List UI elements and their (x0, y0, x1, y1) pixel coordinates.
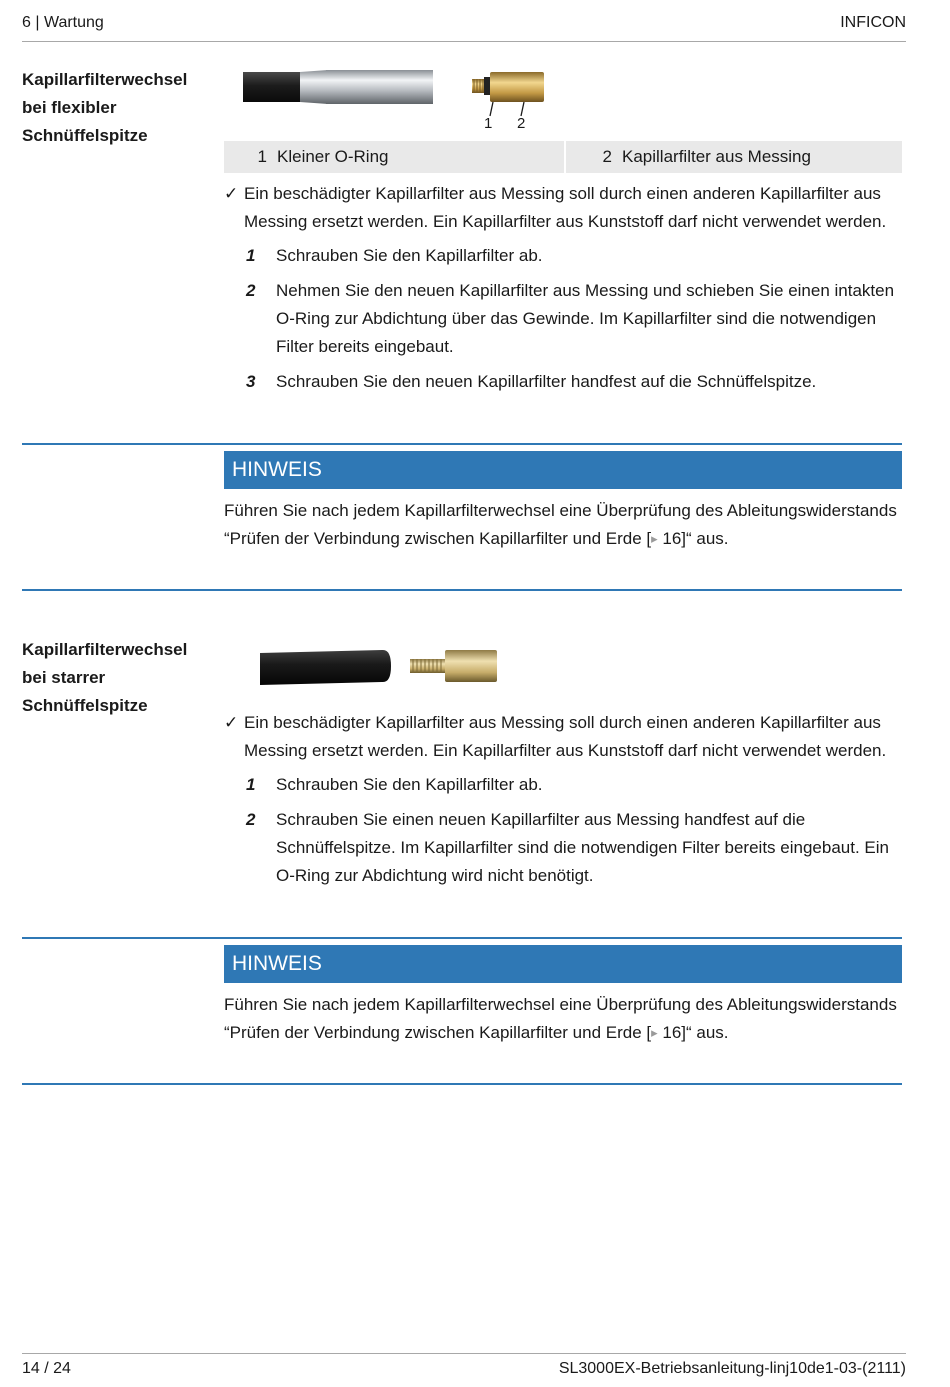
notice-body (224, 497, 902, 553)
section-title-rigid (22, 636, 212, 720)
notice-text: “ aus. (686, 1023, 729, 1042)
checkmark-icon: ✓ (224, 713, 239, 732)
brand-label: INFICON (840, 14, 906, 31)
section-title-line: Kapillarfilterwechsel (22, 640, 188, 659)
step-number: 1 (246, 775, 256, 794)
step-text: Schrauben Sie den neuen Kapillarfilter handfest auf die Schnüffelspitze. (276, 372, 817, 391)
step-item (224, 771, 904, 799)
section-title-line: Schnüffelspitze (22, 696, 148, 715)
step-item (224, 242, 904, 270)
brass-filter-shape (472, 72, 544, 102)
notice-bottom-rule (22, 589, 902, 591)
step-text: Schrauben Sie einen neuen Kapillarfilter aus Messing handfest auf die Schnüffelspitze. Im Kapillarfilter sind die notwendigen Filter bereits eingebaut. Ein O-Ring zur Abdichtung wird nicht benötigt. (276, 810, 889, 885)
section-title-line: bei starrer (22, 668, 106, 687)
parts-legend-table (224, 141, 902, 173)
step-list (224, 771, 904, 890)
part-label: Kapillarfilter aus Messing (620, 141, 902, 173)
notice-bottom-rule (22, 1083, 902, 1085)
notice-text: Führen Sie nach jedem Kapillarfilterwechsel eine Überprüfung des Ableitungswiderstands “Prüfen der Verbindung zwischen Kapillarfilter und Erde [ (224, 995, 897, 1042)
callout-1: 1 (484, 115, 493, 132)
prerequisite (224, 709, 904, 765)
notice-body (224, 991, 902, 1047)
probe-hose-shape (243, 70, 433, 104)
notice-text: “ aus. (686, 529, 729, 548)
part-label: Kleiner O-Ring (275, 141, 565, 173)
page-number: 14 / 24 (22, 1360, 71, 1377)
brass-filter-shape (410, 650, 497, 682)
page-reference-link[interactable]: 16] (657, 1023, 687, 1042)
prerequisite-text: Ein beschädigter Kapillarfilter aus Messing soll durch einen anderen Kapillarfilter aus Messing ersetzt werden. Ein Kapillarfilter aus Kunststoff darf nicht verwendet werden. (244, 713, 887, 760)
page-reference-link[interactable]: 16] (657, 529, 687, 548)
prerequisite (224, 180, 904, 236)
step-number: 1 (246, 246, 256, 265)
section-title-flexible (22, 66, 212, 150)
step-text: Nehmen Sie den neuen Kapillarfilter aus Messing und schieben Sie einen intakten O-Ring zur Abdichtung über das Gewinde. Im Kapillarfilter sind die notwendigen Filter bereits eingebaut. (276, 281, 895, 356)
rigid-probe-shape (260, 650, 391, 685)
part-number: 1 (224, 141, 275, 173)
reference-arrow-icon: ▸ (651, 1025, 658, 1040)
chapter-label: 6 | Wartung (22, 14, 104, 31)
section-title-line: Kapillarfilterwechsel (22, 70, 188, 89)
checkmark-icon: ✓ (224, 184, 239, 203)
step-text: Schrauben Sie den Kapillarfilter ab. (276, 775, 543, 794)
notice-title: HINWEIS (232, 952, 322, 975)
step-item (224, 368, 904, 396)
step-text: Schrauben Sie den Kapillarfilter ab. (276, 246, 543, 265)
rigid-probe-photo (255, 644, 505, 694)
section-title-line: bei flexibler (22, 98, 117, 117)
flexible-probe-photo (240, 64, 560, 134)
step-number: 3 (246, 372, 256, 391)
notice-top-rule (22, 443, 902, 445)
callout-lines (490, 102, 524, 116)
step-item (224, 277, 904, 361)
callout-2: 2 (517, 115, 526, 132)
notice-top-rule (22, 937, 902, 939)
step-list (224, 242, 904, 396)
prerequisite-text: Ein beschädigter Kapillarfilter aus Messing soll durch einen anderen Kapillarfilter aus Messing ersetzt werden. Ein Kapillarfilter aus Kunststoff darf nicht verwendet werden. (244, 184, 887, 231)
notice-text: Führen Sie nach jedem Kapillarfilterwechsel eine Überprüfung des Ableitungswiderstands “Prüfen der Verbindung zwischen Kapillarfilter und Erde [ (224, 501, 897, 548)
document-id: SL3000EX-Betriebsanleitung-linj10de1-03-(2111) (558, 1360, 906, 1377)
step-number: 2 (246, 281, 256, 300)
step-item (224, 806, 904, 890)
notice-header (224, 945, 902, 983)
section-title-line: Schnüffelspitze (22, 126, 148, 145)
page-header (22, 12, 906, 42)
notice-header (224, 451, 902, 489)
reference-arrow-icon: ▸ (651, 531, 658, 546)
page-footer (22, 1353, 906, 1384)
instruction-block-rigid (224, 709, 904, 897)
notice-title: HINWEIS (232, 458, 322, 481)
instruction-block-flexible (224, 180, 904, 403)
step-number: 2 (246, 810, 256, 829)
part-number: 2 (565, 141, 620, 173)
